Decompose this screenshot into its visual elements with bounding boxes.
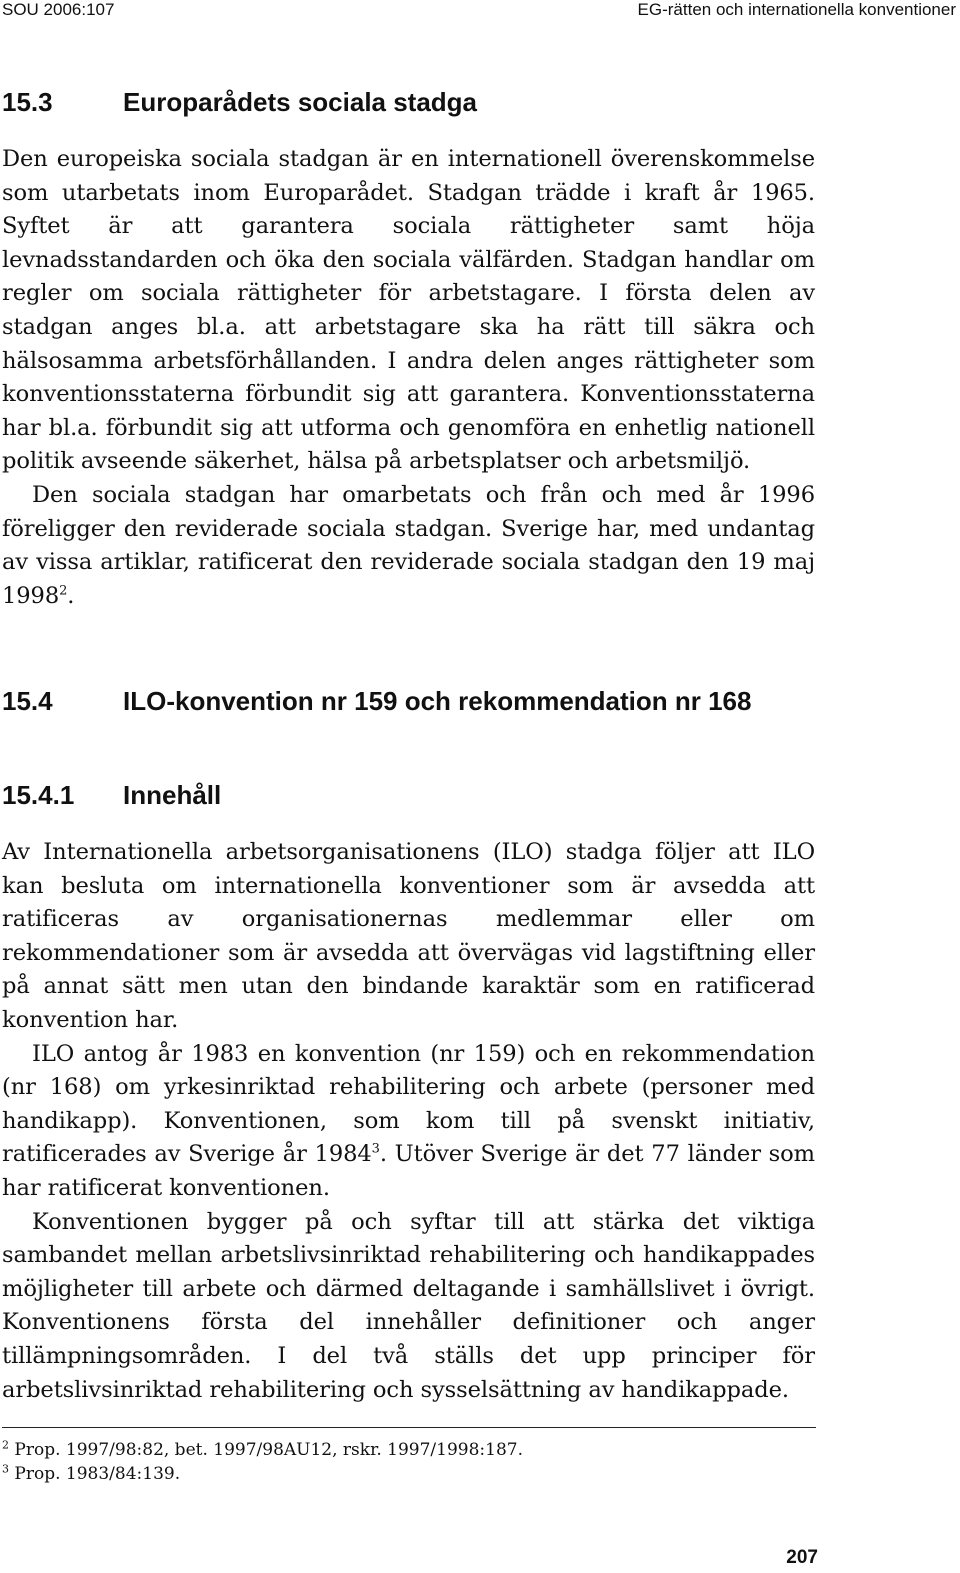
footnote-ref[interactable]: 2 [59, 583, 68, 599]
running-header [0, 0, 960, 20]
footnote [2, 1438, 816, 1462]
heading-number: 15.4.1 [2, 780, 75, 810]
header-chapter-title: EG-rätten och internationella konventioner [637, 0, 956, 19]
heading-title: ILO-konvention nr 159 och rekommendation nr 168 [123, 686, 752, 716]
page-number: 207 [786, 1547, 818, 1568]
header-document-id: SOU 2006:107 [2, 0, 115, 19]
footnote-marker: 3 [2, 1462, 9, 1476]
footnote-marker: 2 [2, 1438, 9, 1452]
section-15-4-1-body [2, 836, 815, 1407]
heading-title: Europarådets sociala stadga [123, 87, 478, 117]
section-15-3-body [2, 143, 815, 613]
footnote-text: Prop. 1997/98:82, bet. 1997/98AU12, rskr. 1997/1998:187. [14, 1440, 523, 1460]
paragraph: Den sociala stadgan har omarbetats och från och med år 1996 föreligger den reviderade sociala stadgan. Sverige har, med undantag av vissa artiklar, ratificerat den reviderade sociala stadgan den 19 maj 1998$^2$. [2, 481, 815, 609]
footnote-divider [2, 1427, 816, 1428]
heading-number: 15.4 [2, 686, 53, 716]
footnotes [2, 1438, 816, 1486]
footnote-ref[interactable]: 3 [371, 1141, 380, 1157]
paragraph: ILO antog år 1983 en konvention (nr 159) och en rekommendation (nr 168) om yrkesinriktad rehabilitering och arbete (personer med handikapp). Konventionen, som kom till på svenskt initiativ, ratificerades av Sverige år 1984$^3$. Utöver Sverige är det 77 länder som har ratificerat konventionen. [2, 1040, 815, 1201]
heading-title: Innehåll [123, 780, 222, 810]
paragraph: Den europeiska sociala stadgan är en internationell överenskommelse som utarbetats inom Europarådet. Stadgan trädde i kraft år 1965. Syftet är att garantera sociala rättigheter samt höja levnadsstandarden och öka den sociala välfärden. Stadgan handlar om regler om sociala rättigheter för arbetstagare. I första delen av stadgan anges bl.a. att arbetstagare ska ha rätt till säkra och hälsosamma arbetsförhållanden. I andra delen anges rättigheter som konventionsstaterna förbundit sig att garantera. Konventionsstaterna har bl.a. förbundit sig att utforma och genomföra en enhetlig nationell politik avseende säkerhet, hälsa på arbetsplatser och arbetsmiljö. [2, 146, 815, 475]
paragraph: Konventionen bygger på och syftar till att stärka det viktiga sambandet mellan arbetslivsinriktad rehabilitering och handikappades möjligheter till arbete och därmed deltagande i samhällslivet i övrigt. Konventionens första del innehåller definitioner och anger tillämpningsområden. I del två ställs det upp principer för arbetslivsinriktad rehabilitering och sysselsättning av handikappade. [2, 1208, 815, 1403]
heading-number: 15.3 [2, 87, 53, 117]
footnote-text: Prop. 1983/84:139. [14, 1464, 181, 1484]
footnote [2, 1462, 816, 1486]
paragraph: Av Internationella arbetsorganisationens (ILO) stadga följer att ILO kan besluta om internationella konventioner som är avsedda att ratificeras av organisationernas medlemmar eller om rekommendationer som är avsedda att övervägas vid lagstiftning eller på annat sätt men utan den bindande karaktär som en ratificerad konvention har. [2, 839, 815, 1033]
